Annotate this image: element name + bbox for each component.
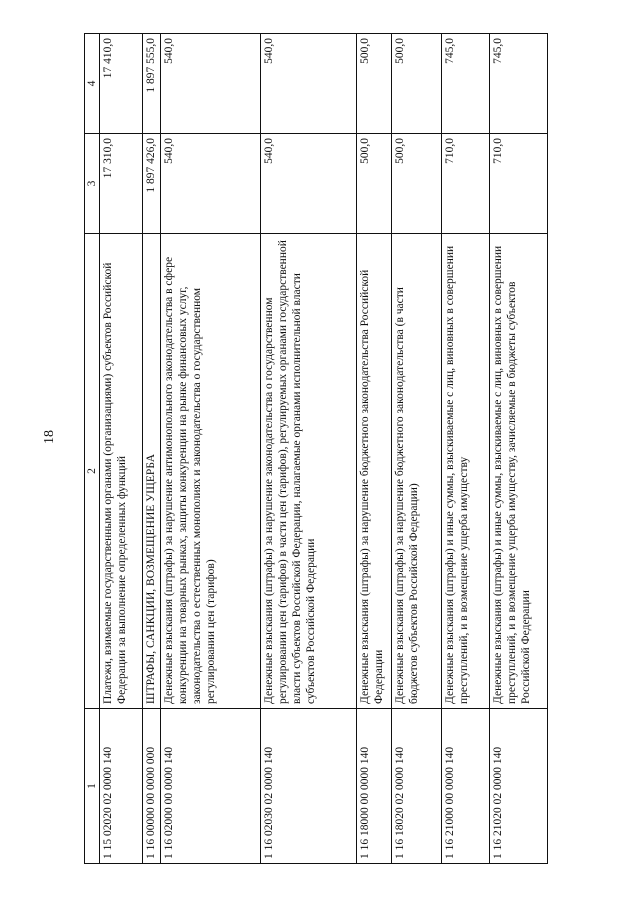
row-value-3: 17 310,0 — [100, 134, 143, 234]
row-code: 1 16 18000 00 0000 140 — [357, 709, 392, 864]
row-value-3: 540,0 — [261, 134, 357, 234]
table-header-row — [85, 34, 100, 864]
column-header-value-3: 3 — [85, 134, 100, 234]
row-value-4: 17 410,0 — [100, 34, 143, 134]
row-value-4: 745,0 — [490, 34, 548, 134]
row-code: 1 16 02030 02 0000 140 — [261, 709, 357, 864]
row-code: 1 16 00000 00 0000 000 — [143, 709, 161, 864]
row-name: Денежные взыскания (штрафы) за нарушение законодательства о государственном регулировании цен (тарифов) в части цен (тарифов), регулируемых органами государственной власти субъектов Российской Федерации, налагаемые органами исполнительной власти субъектов Российской Федерации — [261, 234, 357, 709]
row-value-3: 540,0 — [161, 134, 261, 234]
row-code: 1 16 21000 00 0000 140 — [442, 709, 490, 864]
page-number: 18 — [42, 430, 57, 444]
table-row — [261, 34, 357, 864]
row-name: ШТРАФЫ, САНКЦИИ, ВОЗМЕЩЕНИЕ УЩЕРБА — [143, 234, 161, 709]
table-row — [392, 34, 442, 864]
row-code: 1 15 02020 02 0000 140 — [100, 709, 143, 864]
row-name: Денежные взыскания (штрафы) за нарушение антимонопольного законодательства в сфере конкуренции на товарных рынках, защиты конкуренции на рынке финансовых услуг, законодательства о естественных монополиях и законодательства о государственном регулировании цен (тарифов) — [161, 234, 261, 709]
table-row — [161, 34, 261, 864]
budget-table — [84, 33, 548, 864]
row-value-4: 500,0 — [392, 34, 442, 134]
row-code: 1 16 21020 02 0000 140 — [490, 709, 548, 864]
row-value-3: 710,0 — [442, 134, 490, 234]
row-name: Денежные взыскания (штрафы) и иные суммы, взыскиваемые с лиц, виновных в совершении преступлений, и в возмещение ущерба имуществу — [442, 234, 490, 709]
row-value-3: 500,0 — [392, 134, 442, 234]
row-code: 1 16 02000 00 0000 140 — [161, 709, 261, 864]
row-value-4: 745,0 — [442, 34, 490, 134]
column-header-name: 2 — [85, 234, 100, 709]
table-row — [490, 34, 548, 864]
row-name: Платежи, взимаемые государственными органами (организациями) субъектов Российской Федерации за выполнение определенных функций — [100, 234, 143, 709]
row-value-3: 1 897 426,0 — [143, 134, 161, 234]
table-row — [357, 34, 392, 864]
row-value-4: 1 897 555,0 — [143, 34, 161, 134]
row-value-3: 500,0 — [357, 134, 392, 234]
row-name: Денежные взыскания (штрафы) и иные суммы, взыскиваемые с лиц, виновных в совершении преступлений, и в возмещение ущерба имуществу, зачисляемые в бюджеты субъектов Российской Федерации — [490, 234, 548, 709]
row-name: Денежные взыскания (штрафы) за нарушение бюджетного законодательства Российской Федерации — [357, 234, 392, 709]
table-row-section-header — [143, 34, 161, 864]
row-value-4: 540,0 — [161, 34, 261, 134]
row-name: Денежные взыскания (штрафы) за нарушение бюджетного законодательства (в части бюджетов субъектов Российской Федерации) — [392, 234, 442, 709]
table-row — [442, 34, 490, 864]
column-header-value-4: 4 — [85, 34, 100, 134]
rotated-table-container — [84, 34, 609, 864]
row-value-4: 540,0 — [261, 34, 357, 134]
row-value-3: 710,0 — [490, 134, 548, 234]
row-value-4: 500,0 — [357, 34, 392, 134]
row-code: 1 16 18020 02 0000 140 — [392, 709, 442, 864]
table-row — [100, 34, 143, 864]
column-header-code: 1 — [85, 709, 100, 864]
